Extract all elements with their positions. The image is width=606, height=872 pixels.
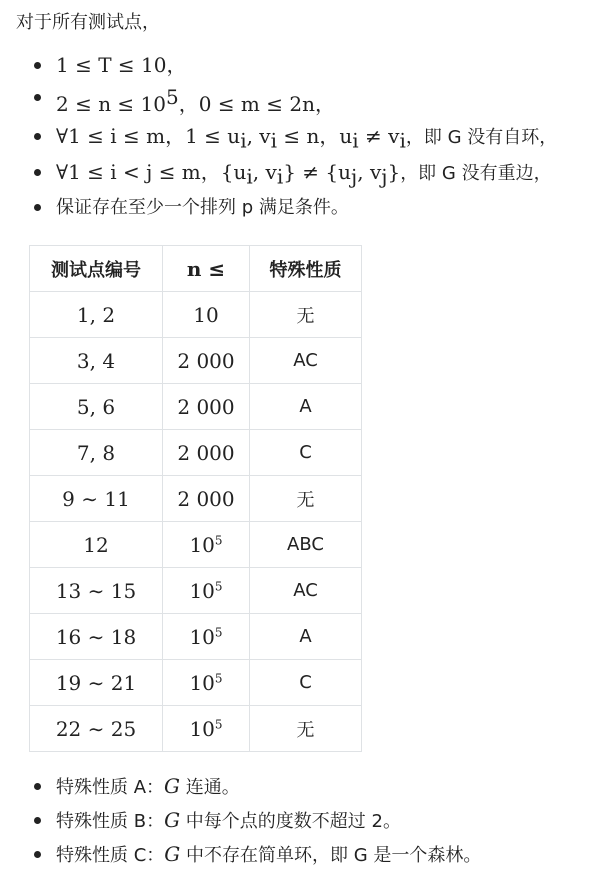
constraint-4-math-mid3: , v [357, 159, 382, 184]
constraint-2-exponent: 5 [166, 85, 179, 109]
cell-testcase-id: 12 [30, 522, 163, 568]
n-base: 10 [189, 578, 215, 603]
cell-n-limit [163, 384, 250, 430]
property-label: 特殊性质 C： [56, 845, 165, 867]
table-header-row [30, 246, 362, 292]
special-property-c [56, 838, 606, 872]
cell-testcase-id: 16 ∼ 18 [30, 614, 163, 660]
n-exponent: 5 [214, 625, 223, 640]
cell-testcase-id: 7, 8 [30, 430, 163, 476]
header-special-property: 特殊性质 [250, 246, 362, 292]
constraint-item-1 [56, 50, 606, 82]
property-text: 中每个点的度数不超过 2。 [180, 811, 401, 833]
intro-text: 对于所有测试点， [16, 12, 160, 33]
subscript: j [351, 164, 358, 189]
cell-property: C [250, 660, 362, 706]
constraint-2-math-b: ，0 ≤ m ≤ 2n， [178, 92, 335, 116]
cell-n-limit [163, 522, 250, 568]
n-base: 10 [189, 624, 215, 649]
cell-n-limit [163, 660, 250, 706]
cell-testcase-id: 3, 4 [30, 338, 163, 384]
table-row [30, 706, 362, 752]
constraint-4-math-mid2: } ≠ {u [283, 159, 352, 184]
constraint-5-text: 保证存在至少一个排列 p 满足条件。 [56, 197, 349, 219]
special-properties-list [16, 770, 606, 872]
table-row [30, 338, 362, 384]
special-property-a [56, 770, 606, 804]
subscript: i [399, 128, 406, 153]
n-base: 10 [189, 532, 215, 557]
n-exponent: 5 [214, 533, 223, 548]
n-base: 2 000 [177, 348, 235, 373]
property-label: 特殊性质 A： [56, 777, 165, 799]
n-base: 10 [189, 670, 215, 695]
cell-testcase-id: 19 ∼ 21 [30, 660, 163, 706]
subscript: i [270, 128, 278, 153]
table-row [30, 614, 362, 660]
header-testcase-id: 测试点编号 [30, 246, 163, 292]
cell-n-limit [163, 568, 250, 614]
cell-n-limit [163, 476, 250, 522]
cell-testcase-id: 9 ∼ 11 [30, 476, 163, 522]
subscript: i [352, 128, 359, 153]
subscript: i [240, 128, 247, 153]
table-row [30, 292, 362, 338]
constraint-4-math-end: } [387, 159, 401, 184]
constraint-item-3 [56, 121, 606, 157]
table-row [30, 430, 362, 476]
constraint-3-math-mid3: ≠ v [358, 124, 400, 148]
constraint-3-math-mid: , v [246, 124, 271, 148]
cell-property: A [250, 614, 362, 660]
graph-symbol: G [164, 842, 181, 867]
cell-property: 无 [250, 476, 362, 522]
cell-n-limit [163, 292, 250, 338]
n-exponent: 5 [214, 671, 223, 686]
constraint-4-math: ∀1 ≤ i < j ≤ m，{u [56, 159, 247, 184]
cell-testcase-id: 22 ∼ 25 [30, 706, 163, 752]
property-text: 连通。 [180, 777, 240, 799]
cell-n-limit [163, 430, 250, 476]
n-exponent: 5 [214, 579, 223, 594]
property-text: 中不存在简单环，即 G 是一个森林。 [180, 845, 482, 867]
subtask-table [29, 245, 362, 752]
cell-property: A [250, 384, 362, 430]
constraint-3-math-mid2: ≤ n，u [277, 124, 353, 148]
subscript: i [246, 164, 253, 189]
table-row [30, 476, 362, 522]
subscript: i [276, 164, 284, 189]
cell-property: C [250, 430, 362, 476]
n-base: 2 000 [177, 486, 235, 511]
constraint-item-4 [56, 157, 606, 193]
subscript: j [381, 164, 388, 189]
cell-testcase-id: 1, 2 [30, 292, 163, 338]
cell-property: 无 [250, 292, 362, 338]
cell-property: ABC [250, 522, 362, 568]
table-row [30, 522, 362, 568]
table-row [30, 660, 362, 706]
cell-testcase-id: 13 ∼ 15 [30, 568, 163, 614]
constraint-1-math: 1 ≤ T ≤ 10， [56, 53, 187, 77]
constraint-4-text: ，即 G 没有重边， [400, 162, 552, 184]
cell-property: AC [250, 338, 362, 384]
special-property-b [56, 804, 606, 838]
graph-symbol: G [164, 808, 181, 833]
constraint-4-math-mid: , v [252, 159, 277, 184]
table-row [30, 384, 362, 430]
cell-n-limit [163, 338, 250, 384]
cell-n-limit [163, 614, 250, 660]
constraint-3-text: ，即 G 没有自环， [405, 127, 558, 148]
cell-n-limit [163, 706, 250, 752]
n-base: 10 [193, 302, 219, 327]
table-row [30, 568, 362, 614]
n-base: 2 000 [177, 440, 235, 465]
n-exponent: 5 [214, 717, 223, 732]
property-label: 特殊性质 B： [56, 811, 165, 833]
n-base: 2 000 [177, 394, 235, 419]
constraints-list [16, 50, 606, 223]
header-n-limit: n ≤ [163, 246, 250, 292]
cell-property: 无 [250, 706, 362, 752]
constraint-item-2 [56, 82, 606, 121]
cell-testcase-id: 5, 6 [30, 384, 163, 430]
n-base: 10 [189, 716, 215, 741]
constraint-item-5 [56, 192, 606, 223]
constraint-2-math-a: 2 ≤ n ≤ 10 [56, 92, 166, 116]
graph-symbol: G [164, 774, 181, 799]
constraint-3-math: ∀1 ≤ i ≤ m，1 ≤ u [56, 124, 241, 148]
cell-property: AC [250, 568, 362, 614]
